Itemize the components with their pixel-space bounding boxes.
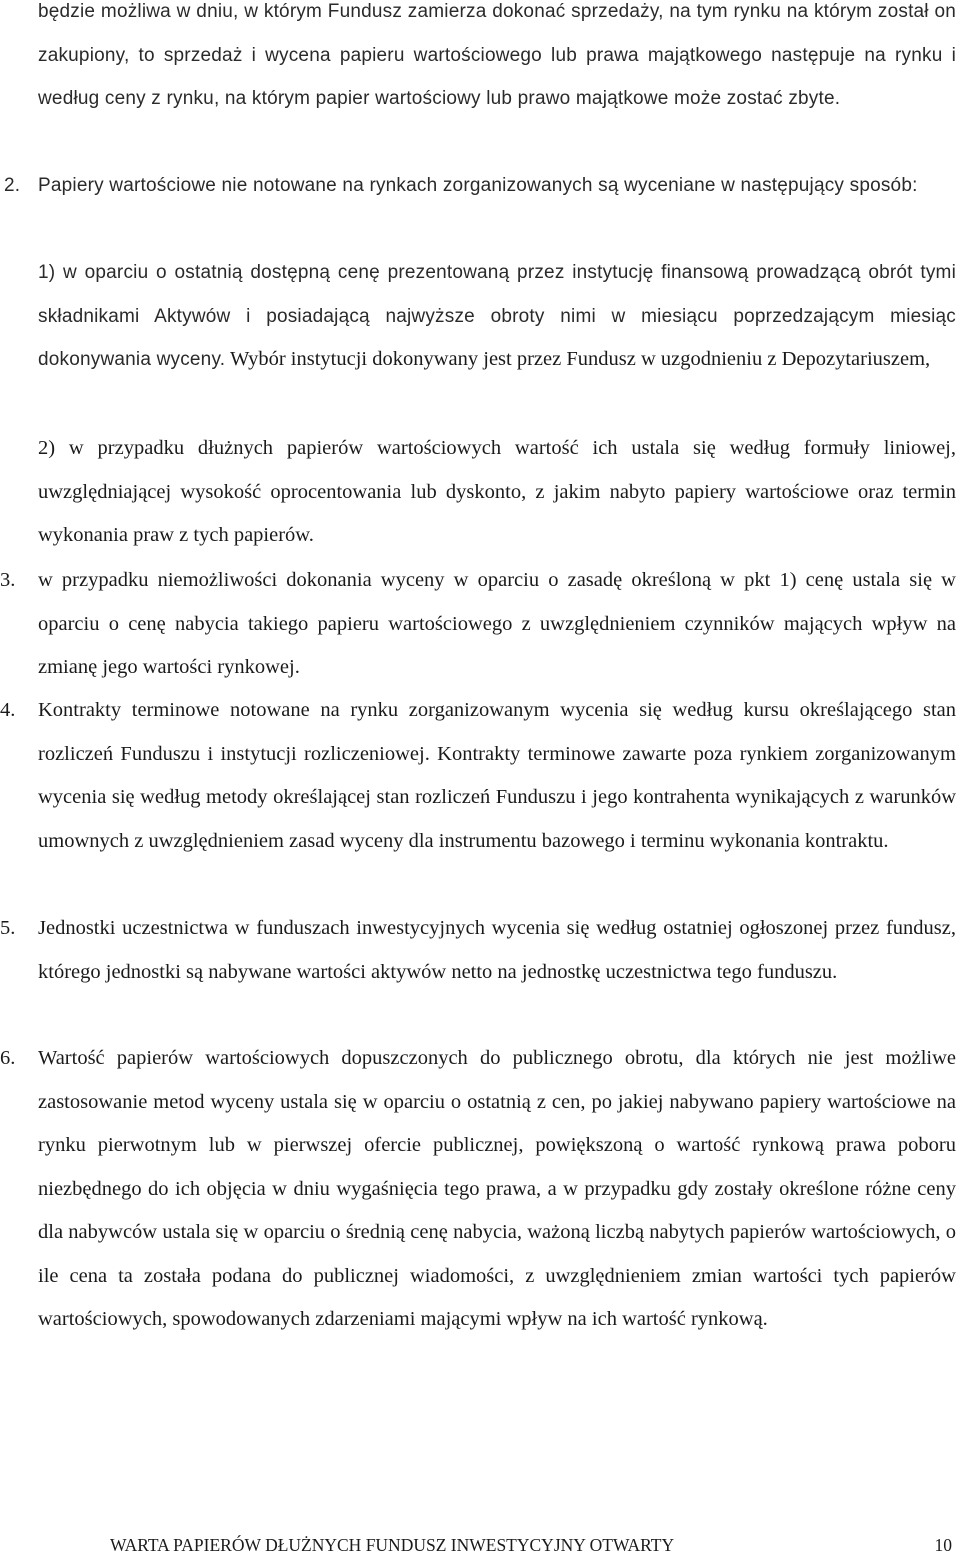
item-3-number: 3. bbox=[0, 569, 16, 591]
item-2-intro: Papiery wartościowe nie notowane na rynkach zorganizowanych są wyceniane w następujący sposób: bbox=[38, 175, 918, 196]
item-2-subpoint-1 bbox=[38, 251, 956, 382]
item-2-number: 2. bbox=[4, 175, 21, 196]
item-5-number: 5. bbox=[0, 917, 16, 939]
item-6-number: 6. bbox=[0, 1047, 16, 1069]
item-5-text: Jednostki uczestnictwa w funduszach inwestycyjnych wycenia się według ostatniej ogłoszonej przez fundusz, którego jednostki są nabywane wartości aktywów netto na jednostkę uczestnictwa tego funduszu. bbox=[38, 917, 956, 983]
item-2-subpoint-1-part-b: Wybór instytucji dokonywany jest przez Fundusz w uzgodnieniu z Depozytariuszem, bbox=[229, 348, 931, 370]
item-4-text: Kontrakty terminowe notowane na rynku zorganizowanym wycenia się według kursu określającego stan rozliczeń Funduszu i instytucji rozliczeniowej. Kontrakty terminowe zawarte poza rynkiem zorganizowanym wycenia się według metody określającej stan rozliczeń Funduszu i jego kontrahenta wynikających z warunków umownych z uwzględnieniem zasad wyceny dla instrumentu bazowego i terminu wykonania kontraktu. bbox=[38, 699, 956, 852]
item-2-subpoint-2: 2) w przypadku dłużnych papierów wartościowych wartość ich ustala się według formuły liniowej, uwzględniającej wysokość oprocentowania lub dyskonto, z jakim nabyto papiery wartościowe oraz termin wykonania praw z tych papierów. bbox=[38, 437, 956, 546]
continuation-paragraph: będzie możliwa w dniu, w którym Fundusz zamierza dokonać sprzedaży, na tym rynku na którym został on zakupiony, to sprzedaż i wycena papieru wartościowego lub prawa majątkowego następuje na rynku i według ceny z rynku, na którym papier wartościowy lub prawo majątkowe może zostać zbyte. bbox=[38, 1, 956, 109]
item-6-text: Wartość papierów wartościowych dopuszczonych do publicznego obrotu, dla których nie jest możliwe zastosowanie metod wyceny ustala się w oparciu o ostatnią z cen, po jakiej nabywano papiery wartościowe na rynku pierwotnym lub w pierwszej ofercie publicznej, powiększoną o wartość rynkową prawa poboru niezbędnego do ich objęcia w dniu wygaśnięcia tego prawa, a w przypadku gdy zostały określone różne ceny dla nabywców ustala się w oparciu o średnią cenę nabycia, ważoną liczbą nabytych papierów wartościowych, o ile cena ta została podana do publicznej wiadomości, z uwzględnieniem zmian wartości tych papierów wartościowych, spowodowanych zdarzeniami mającymi wpływ na ich wartość rynkową. bbox=[38, 1047, 956, 1330]
item-2-subpoint-1-part-a: 1) w oparciu o ostatnią dostępną cenę prezentowaną przez instytucję finansową prowadzącą obrót tymi składnikami Aktywów i posiadającą najwyższe obroty nimi w miesiącu poprzedzającym miesiąc dokonywania wyceny. bbox=[38, 262, 956, 370]
page-number: 10 bbox=[934, 1535, 952, 1555]
item-4-number: 4. bbox=[0, 699, 16, 721]
page-footer bbox=[110, 1532, 960, 1558]
footer-title: WARTA PAPIERÓW DŁUŻNYCH FUNDUSZ INWESTYCYJNY OTWARTY bbox=[110, 1535, 675, 1555]
item-3-text: w przypadku niemożliwości dokonania wyceny w oparciu o zasadę określoną w pkt 1) cenę ustala się w oparciu o cenę nabycia takiego papieru wartościowego z uwzględnieniem czynników mających wpływ na zmianę jego wartości rynkowej. bbox=[38, 569, 956, 678]
